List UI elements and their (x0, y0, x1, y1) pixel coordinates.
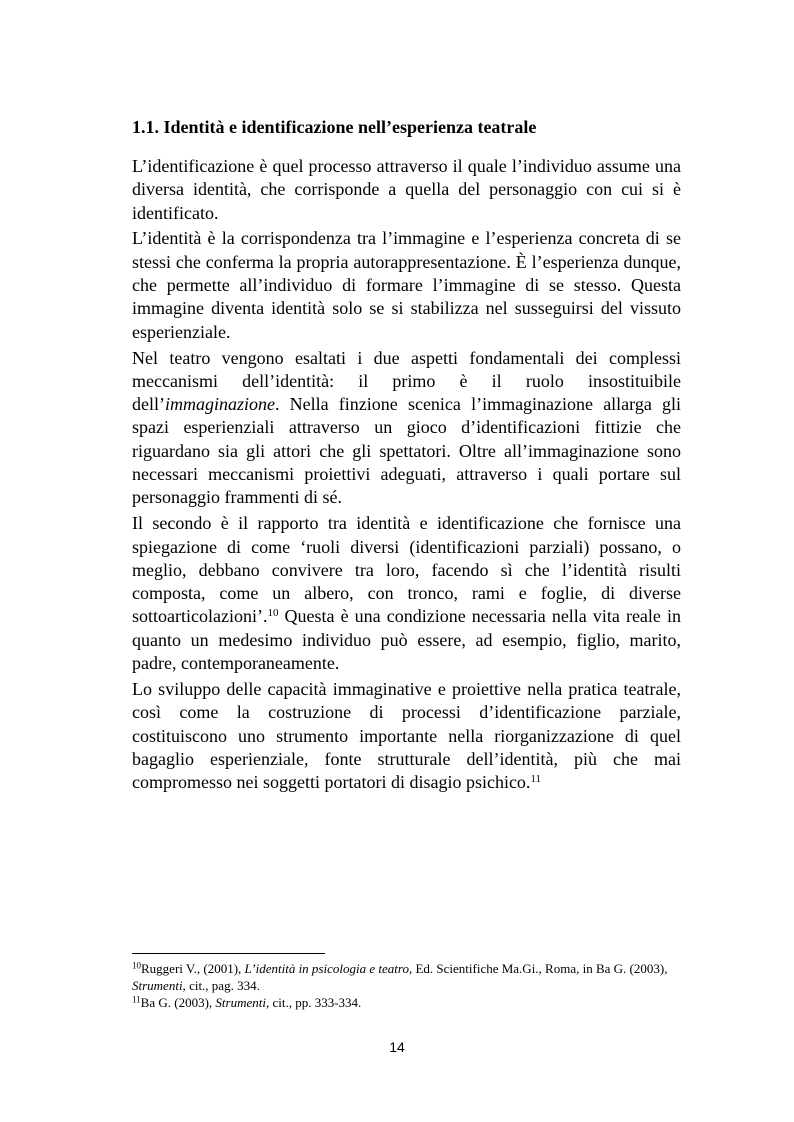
paragraph-2 (132, 227, 681, 343)
footnote-separator (132, 953, 325, 954)
footnote-11-text-before: Ba G. (2003), (140, 995, 216, 1010)
paragraph-3-italic-term: immaginazione (165, 394, 275, 415)
footnote-11 (132, 994, 681, 1011)
paragraph-4-text-before: Il secondo è il rapporto tra identità e identificazione che fornisce una spiegazione di come ‘ruoli diversi (identificazioni parziali) possano, o meglio, debbano convivere tra loro, facendo sì che l’identità risulti composta, come un albero, con tronco, rami e foglie, di diverse sottoarticolazioni’. (132, 513, 681, 627)
paragraph-1 (132, 155, 681, 225)
footnote-10-text-before: Ruggeri V., (2001), (141, 961, 245, 976)
footnote-11-number: 11 (132, 994, 141, 1005)
paragraph-5-text: Lo sviluppo delle capacità immaginative e proiettive nella pratica teatrale, così come la costruzione di processi d’identificazione parziale, costituiscono uno strumento importante nella riorganizzazione di quel bagaglio esperienziale, fonte strutturale dell’identità, più che mai compromesso nei soggetti portatori di disagio psichico. (132, 678, 681, 793)
paragraph-5 (132, 678, 681, 794)
footnote-10-number: 10 (132, 960, 141, 971)
paragraph-4 (132, 512, 681, 675)
body-text (132, 155, 681, 797)
footnote-11-text-after: cit., pp. 333-334. (269, 995, 362, 1010)
section-heading: 1.1. Identità e identificazione nell’esperienza teatrale (132, 117, 537, 137)
footnote-10-text-after: cit., pag. 334. (185, 978, 260, 993)
footnote-10-title: L’identità in psicologia e teatro, (244, 961, 413, 976)
footnote-10 (132, 960, 681, 994)
paragraph-4-text-after: Questa è una condizione necessaria nella vita reale in quanto un medesimo individuo può essere, ad esempio, figlio, marito, padre, contemporaneamente. (132, 606, 681, 674)
paragraph-3-text-after: . Nella finzione scenica l’immaginazione allarga gli spazi esperienziali attraverso un gioco d’identificazioni fittizie che riguardano sia gli attori che gli spettatori. Oltre all’immaginazione sono necessari meccanismi proiettivi adeguati, attraverso i quali portare sul personaggio frammenti di sé. (132, 394, 681, 508)
footnote-ref-11[interactable]: 11 (530, 773, 542, 786)
footnotes (132, 960, 681, 1011)
footnote-10-text-middle: Ed. Scientifiche Ma.Gi., Roma, in Ba G. (2003), (412, 961, 668, 976)
paragraph-1-text: L’identificazione è quel processo attraverso il quale l’individuo assume una diversa identità, che corrisponde a quella del personaggio con cui si è identificato. (132, 156, 681, 223)
footnote-10-title-2: Strumenti, (132, 978, 186, 993)
paragraph-2-text: L’identità è la corrispondenza tra l’immagine e l’esperienza concreta di se stessi che conferma la propria autorappresentazione. È l’esperienza dunque, che permette all’individuo di formare l’immagine di se stesso. Questa immagine diventa identità solo se si stabilizza nel susseguirsi del vissuto esperienziale. (132, 228, 681, 342)
page-number: 14 (389, 1039, 405, 1055)
footnote-ref-10[interactable]: 10 (267, 607, 279, 620)
paragraph-3 (132, 347, 681, 510)
footnote-11-title: Strumenti, (215, 995, 270, 1010)
paragraph-3-text-before: Nel teatro vengono esaltati i due aspetti fondamentali dei complessi meccanismi dell’identità: il primo è il ruolo insostituibile dell’ (132, 347, 681, 415)
